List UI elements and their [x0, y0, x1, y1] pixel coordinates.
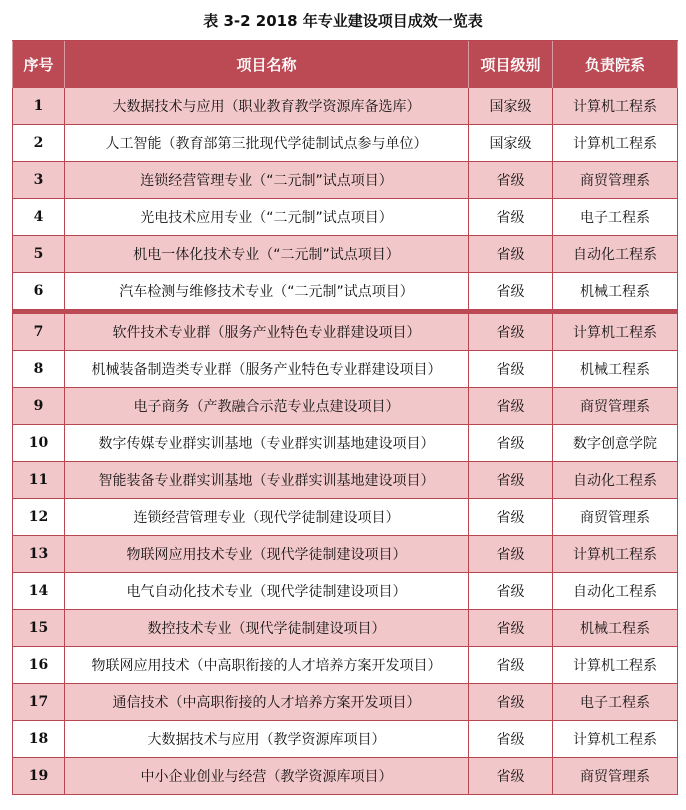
table-row: [12, 573, 678, 610]
row-level: 省级: [469, 758, 553, 795]
row-no: 5: [12, 236, 65, 273]
row-level: 省级: [469, 425, 553, 462]
row-dept: 计算机工程系: [553, 536, 678, 573]
row-dept: 计算机工程系: [553, 721, 678, 758]
row-project-name: 光电技术应用专业（“二元制”试点项目）: [65, 199, 469, 236]
row-project-name: 机电一体化技术专业（“二元制”试点项目）: [65, 236, 469, 273]
table-row: [12, 236, 678, 273]
row-project-name: 大数据技术与应用（教学资源库项目）: [65, 721, 469, 758]
row-level: 省级: [469, 199, 553, 236]
row-level: 国家级: [469, 125, 553, 162]
table-row: [12, 721, 678, 758]
row-dept: 机械工程系: [553, 273, 678, 310]
row-project-name: 汽车检测与维修技术专业（“二元制”试点项目）: [65, 273, 469, 310]
row-project-name: 连锁经营管理专业（现代学徒制建设项目）: [65, 499, 469, 536]
row-project-name: 大数据技术与应用（职业教育教学资源库备选库）: [65, 88, 469, 125]
row-no: 1: [12, 88, 65, 125]
table-row: [12, 684, 678, 721]
row-level: 省级: [469, 684, 553, 721]
row-dept: 自动化工程系: [553, 462, 678, 499]
row-no: 3: [12, 162, 65, 199]
table-row: [12, 199, 678, 236]
row-no: 19: [12, 758, 65, 795]
table-row: [12, 88, 678, 125]
row-project-name: 电气自动化技术专业（现代学徒制建设项目）: [65, 573, 469, 610]
row-dept: 电子工程系: [553, 684, 678, 721]
table-row: [12, 162, 678, 199]
row-project-name: 软件技术专业群（服务产业特色专业群建设项目）: [65, 314, 469, 351]
row-project-name: 通信技术（中高职衔接的人才培养方案开发项目）: [65, 684, 469, 721]
row-level: 省级: [469, 647, 553, 684]
header-level: 项目级别: [469, 41, 553, 89]
row-dept: 商贸管理系: [553, 388, 678, 425]
row-dept: 商贸管理系: [553, 499, 678, 536]
row-level: 省级: [469, 314, 553, 351]
row-project-name: 中小企业创业与经营（教学资源库项目）: [65, 758, 469, 795]
row-level: 省级: [469, 236, 553, 273]
row-dept: 计算机工程系: [553, 125, 678, 162]
row-no: 2: [12, 125, 65, 162]
row-no: 7: [12, 314, 65, 351]
row-dept: 计算机工程系: [553, 647, 678, 684]
row-no: 12: [12, 499, 65, 536]
row-dept: 自动化工程系: [553, 236, 678, 273]
row-project-name: 电子商务（产教融合示范专业点建设项目）: [65, 388, 469, 425]
table-row: [12, 536, 678, 573]
row-level: 省级: [469, 273, 553, 310]
row-project-name: 数控技术专业（现代学徒制建设项目）: [65, 610, 469, 647]
row-level: 省级: [469, 162, 553, 199]
table-header-row: [12, 40, 678, 89]
row-project-name: 人工智能（教育部第三批现代学徒制试点参与单位）: [65, 125, 469, 162]
header-no: 序号: [12, 41, 65, 89]
row-no: 14: [12, 573, 65, 610]
table-row: [12, 758, 678, 795]
row-dept: 机械工程系: [553, 351, 678, 388]
row-project-name: 机械装备制造类专业群（服务产业特色专业群建设项目）: [65, 351, 469, 388]
row-no: 13: [12, 536, 65, 573]
table-caption: 表 3-2 2018 年专业建设项目成效一览表: [203, 12, 483, 30]
row-no: 4: [12, 199, 65, 236]
row-no: 18: [12, 721, 65, 758]
row-no: 16: [12, 647, 65, 684]
row-level: 省级: [469, 610, 553, 647]
row-dept: 机械工程系: [553, 610, 678, 647]
row-level: 省级: [469, 351, 553, 388]
table-row: [12, 462, 678, 499]
row-dept: 计算机工程系: [553, 314, 678, 351]
row-dept: 计算机工程系: [553, 88, 678, 125]
row-no: 8: [12, 351, 65, 388]
row-level: 省级: [469, 388, 553, 425]
header-dept: 负责院系: [553, 41, 678, 89]
row-dept: 商贸管理系: [553, 162, 678, 199]
table-row: [12, 351, 678, 388]
row-dept: 数字创意学院: [553, 425, 678, 462]
table-row: [12, 647, 678, 684]
row-no: 10: [12, 425, 65, 462]
row-no: 15: [12, 610, 65, 647]
table-row: [12, 273, 678, 310]
table-row: [12, 425, 678, 462]
row-dept: 自动化工程系: [553, 573, 678, 610]
row-level: 省级: [469, 721, 553, 758]
row-no: 9: [12, 388, 65, 425]
project-table: [12, 40, 678, 799]
row-level: 省级: [469, 573, 553, 610]
row-no: 17: [12, 684, 65, 721]
row-level: 省级: [469, 462, 553, 499]
row-level: 省级: [469, 536, 553, 573]
row-level: 国家级: [469, 88, 553, 125]
header-name: 项目名称: [65, 41, 469, 89]
row-dept: 电子工程系: [553, 199, 678, 236]
table-row: [12, 499, 678, 536]
row-project-name: 数字传媒专业群实训基地（专业群实训基地建设项目）: [65, 425, 469, 462]
table-row: [12, 610, 678, 647]
table-row: [12, 388, 678, 425]
row-no: 11: [12, 462, 65, 499]
row-level: 省级: [469, 499, 553, 536]
row-project-name: 连锁经营管理专业（“二元制”试点项目）: [65, 162, 469, 199]
row-project-name: 智能装备专业群实训基地（专业群实训基地建设项目）: [65, 462, 469, 499]
row-dept: 商贸管理系: [553, 758, 678, 795]
row-no: 6: [12, 273, 65, 310]
row-project-name: 物联网应用技术（中高职衔接的人才培养方案开发项目）: [65, 647, 469, 684]
table-row: [12, 125, 678, 162]
row-project-name: 物联网应用技术专业（现代学徒制建设项目）: [65, 536, 469, 573]
table-row: [12, 314, 678, 351]
